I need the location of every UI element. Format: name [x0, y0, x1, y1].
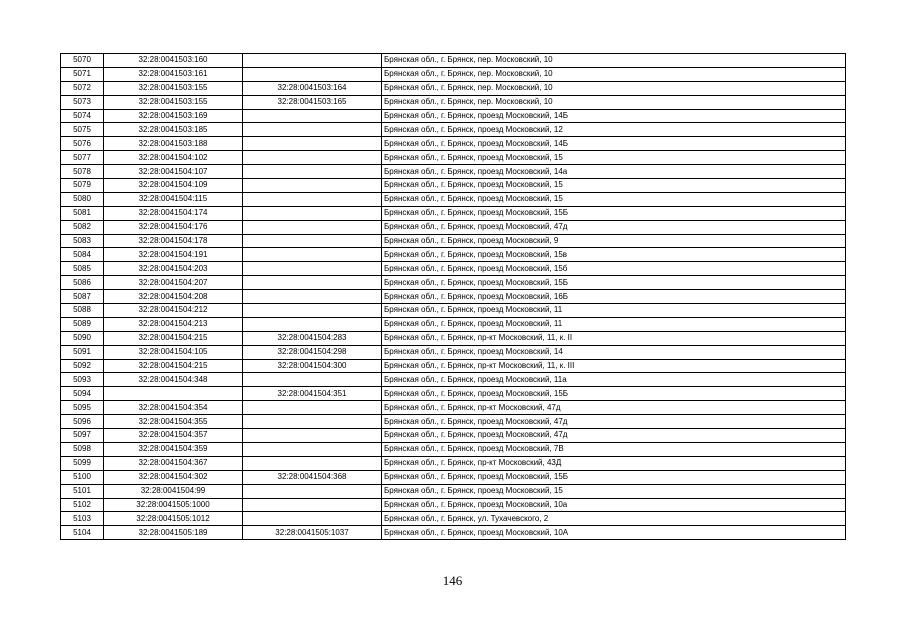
- table-row: [61, 276, 846, 290]
- address-cell: Брянская обл., г. Брянск, проезд Московский, 47д: [382, 220, 846, 234]
- address-cell: Брянская обл., г. Брянск, проезд Московский, 15: [382, 484, 846, 498]
- cadastral-number-cell: 32:28:0041504:107: [104, 165, 243, 179]
- cadastral-number-cell: 32:28:0041504:359: [104, 442, 243, 456]
- row-number-cell: 5080: [61, 192, 104, 206]
- cadastral-number-cell: 32:28:0041504:348: [104, 373, 243, 387]
- row-number-cell: 5085: [61, 262, 104, 276]
- cadastral-number-cell: 32:28:0041504:99: [104, 484, 243, 498]
- row-number-cell: 5094: [61, 387, 104, 401]
- table-row: [61, 95, 846, 109]
- row-number-cell: 5090: [61, 331, 104, 345]
- row-number-cell: 5095: [61, 401, 104, 415]
- cadastral-number-cell: 32:28:0041504:302: [104, 470, 243, 484]
- table-row: [61, 331, 846, 345]
- object-cadastral-number-cell: [243, 304, 382, 318]
- cadastral-number-cell: 32:28:0041504:355: [104, 415, 243, 429]
- cadastral-number-cell: 32:28:0041503:185: [104, 123, 243, 137]
- table-row: [61, 387, 846, 401]
- address-cell: Брянская обл., г. Брянск, проезд Московский, 15: [382, 179, 846, 193]
- object-cadastral-number-cell: [243, 276, 382, 290]
- address-cell: Брянская обл., г. Брянск, проезд Московский, 15Б: [382, 470, 846, 484]
- address-cell: Брянская обл., г. Брянск, проезд Московский, 11а: [382, 373, 846, 387]
- row-number-cell: 5102: [61, 498, 104, 512]
- address-cell: Брянская обл., г. Брянск, проезд Московский, 9: [382, 234, 846, 248]
- table-row: [61, 317, 846, 331]
- address-cell: Брянская обл., г. Брянск, пр-кт Московский, 11, к. III: [382, 359, 846, 373]
- object-cadastral-number-cell: [243, 192, 382, 206]
- row-number-cell: 5087: [61, 290, 104, 304]
- cadastral-number-cell: 32:28:0041504:208: [104, 290, 243, 304]
- table-row: [61, 109, 846, 123]
- table-row: [61, 192, 846, 206]
- cadastral-number-cell: 32:28:0041504:176: [104, 220, 243, 234]
- address-cell: Брянская обл., г. Брянск, пер. Московский, 10: [382, 54, 846, 68]
- object-cadastral-number-cell: [243, 442, 382, 456]
- object-cadastral-number-cell: 32:28:0041504:351: [243, 387, 382, 401]
- table-row: [61, 234, 846, 248]
- object-cadastral-number-cell: 32:28:0041504:368: [243, 470, 382, 484]
- row-number-cell: 5092: [61, 359, 104, 373]
- address-cell: Брянская обл., г. Брянск, пр-кт Московский, 43Д: [382, 456, 846, 470]
- table-row: [61, 123, 846, 137]
- object-cadastral-number-cell: [243, 290, 382, 304]
- object-cadastral-number-cell: [243, 373, 382, 387]
- object-cadastral-number-cell: 32:28:0041505:1037: [243, 526, 382, 540]
- row-number-cell: 5086: [61, 276, 104, 290]
- cadastral-number-cell: [104, 387, 243, 401]
- object-cadastral-number-cell: 32:28:0041504:283: [243, 331, 382, 345]
- row-number-cell: 5078: [61, 165, 104, 179]
- row-number-cell: 5103: [61, 512, 104, 526]
- object-cadastral-number-cell: [243, 415, 382, 429]
- row-number-cell: 5071: [61, 67, 104, 81]
- cadastral-number-cell: 32:28:0041503:169: [104, 109, 243, 123]
- object-cadastral-number-cell: [243, 456, 382, 470]
- object-cadastral-number-cell: [243, 498, 382, 512]
- table-row: [61, 304, 846, 318]
- row-number-cell: 5072: [61, 81, 104, 95]
- address-cell: Брянская обл., г. Брянск, проезд Московский, 7В: [382, 442, 846, 456]
- address-cell: Брянская обл., г. Брянск, проезд Московский, 11: [382, 317, 846, 331]
- table-row: [61, 137, 846, 151]
- cadastral-number-cell: 32:28:0041504:105: [104, 345, 243, 359]
- row-number-cell: 5081: [61, 206, 104, 220]
- cadastral-number-cell: 32:28:0041503:188: [104, 137, 243, 151]
- object-cadastral-number-cell: [243, 234, 382, 248]
- row-number-cell: 5091: [61, 345, 104, 359]
- cadastral-number-cell: 32:28:0041504:357: [104, 429, 243, 443]
- cadastral-number-cell: 32:28:0041503:155: [104, 81, 243, 95]
- cadastral-number-cell: 32:28:0041504:109: [104, 179, 243, 193]
- row-number-cell: 5082: [61, 220, 104, 234]
- address-cell: Брянская обл., г. Брянск, проезд Московский, 14а: [382, 165, 846, 179]
- table-row: [61, 484, 846, 498]
- cadastral-number-cell: 32:28:0041504:191: [104, 248, 243, 262]
- address-cell: Брянская обл., г. Брянск, пр-кт Московский, 11, к. II: [382, 331, 846, 345]
- object-cadastral-number-cell: 32:28:0041503:164: [243, 81, 382, 95]
- cadastral-number-cell: 32:28:0041503:161: [104, 67, 243, 81]
- row-number-cell: 5097: [61, 429, 104, 443]
- cadastral-number-cell: 32:28:0041504:213: [104, 317, 243, 331]
- table-row: [61, 220, 846, 234]
- row-number-cell: 5077: [61, 151, 104, 165]
- table-row: [61, 456, 846, 470]
- cadastral-number-cell: 32:28:0041504:174: [104, 206, 243, 220]
- cadastral-number-cell: 32:28:0041504:215: [104, 359, 243, 373]
- cadastral-number-cell: 32:28:0041504:212: [104, 304, 243, 318]
- row-number-cell: 5076: [61, 137, 104, 151]
- cadastral-number-cell: 32:28:0041504:102: [104, 151, 243, 165]
- row-number-cell: 5093: [61, 373, 104, 387]
- address-cell: Брянская обл., г. Брянск, проезд Московский, 10А: [382, 526, 846, 540]
- cadastral-number-cell: 32:28:0041503:160: [104, 54, 243, 68]
- row-number-cell: 5101: [61, 484, 104, 498]
- row-number-cell: 5098: [61, 442, 104, 456]
- object-cadastral-number-cell: [243, 220, 382, 234]
- address-cell: Брянская обл., г. Брянск, проезд Московский, 16Б: [382, 290, 846, 304]
- table-row: [61, 81, 846, 95]
- address-cell: Брянская обл., г. Брянск, проезд Московский, 15б: [382, 262, 846, 276]
- cadastral-number-cell: 32:28:0041505:189: [104, 526, 243, 540]
- cadastral-number-cell: 32:28:0041504:203: [104, 262, 243, 276]
- address-cell: Брянская обл., г. Брянск, пер. Московский, 10: [382, 81, 846, 95]
- table-row: [61, 206, 846, 220]
- address-cell: Брянская обл., г. Брянск, проезд Московский, 12: [382, 123, 846, 137]
- object-cadastral-number-cell: [243, 165, 382, 179]
- object-cadastral-number-cell: [243, 484, 382, 498]
- address-cell: Брянская обл., г. Брянск, проезд Московский, 15Б: [382, 276, 846, 290]
- table-row: [61, 179, 846, 193]
- table-row: [61, 401, 846, 415]
- row-number-cell: 5083: [61, 234, 104, 248]
- address-cell: Брянская обл., г. Брянск, пер. Московский, 10: [382, 95, 846, 109]
- table-row: [61, 470, 846, 484]
- address-cell: Брянская обл., г. Брянск, проезд Московский, 14: [382, 345, 846, 359]
- object-cadastral-number-cell: [243, 401, 382, 415]
- address-cell: Брянская обл., г. Брянск, проезд Московский, 10а: [382, 498, 846, 512]
- address-cell: Брянская обл., г. Брянск, проезд Московский, 47д: [382, 415, 846, 429]
- object-cadastral-number-cell: [243, 206, 382, 220]
- cadastral-number-cell: 32:28:0041504:215: [104, 331, 243, 345]
- table-row: [61, 151, 846, 165]
- object-cadastral-number-cell: [243, 179, 382, 193]
- object-cadastral-number-cell: [243, 109, 382, 123]
- address-cell: Брянская обл., г. Брянск, проезд Московский, 15: [382, 151, 846, 165]
- address-cell: Брянская обл., г. Брянск, пр-кт Московский, 47д: [382, 401, 846, 415]
- cadastral-number-cell: 32:28:0041504:367: [104, 456, 243, 470]
- table-row: [61, 373, 846, 387]
- address-cell: Брянская обл., г. Брянск, проезд Московский, 15Б: [382, 387, 846, 401]
- table-row: [61, 345, 846, 359]
- row-number-cell: 5089: [61, 317, 104, 331]
- address-cell: Брянская обл., г. Брянск, ул. Тухачевского, 2: [382, 512, 846, 526]
- table-row: [61, 67, 846, 81]
- cadastral-number-cell: 32:28:0041503:155: [104, 95, 243, 109]
- table-row: [61, 248, 846, 262]
- row-number-cell: 5073: [61, 95, 104, 109]
- address-cell: Брянская обл., г. Брянск, проезд Московский, 15: [382, 192, 846, 206]
- table-row: [61, 290, 846, 304]
- row-number-cell: 5104: [61, 526, 104, 540]
- table-row: [61, 359, 846, 373]
- object-cadastral-number-cell: [243, 151, 382, 165]
- object-cadastral-number-cell: [243, 54, 382, 68]
- table-row: [61, 498, 846, 512]
- object-cadastral-number-cell: [243, 67, 382, 81]
- table-row: [61, 54, 846, 68]
- address-cell: Брянская обл., г. Брянск, пер. Московский, 10: [382, 67, 846, 81]
- table-row: [61, 429, 846, 443]
- address-cell: Брянская обл., г. Брянск, проезд Московский, 15Б: [382, 206, 846, 220]
- object-cadastral-number-cell: [243, 137, 382, 151]
- object-cadastral-number-cell: 32:28:0041504:300: [243, 359, 382, 373]
- row-number-cell: 5075: [61, 123, 104, 137]
- address-cell: Брянская обл., г. Брянск, проезд Московский, 14Б: [382, 137, 846, 151]
- address-cell: Брянская обл., г. Брянск, проезд Московский, 11: [382, 304, 846, 318]
- table-row: [61, 512, 846, 526]
- table-row: [61, 415, 846, 429]
- table-row: [61, 165, 846, 179]
- page-number: 146: [442, 573, 463, 588]
- object-cadastral-number-cell: 32:28:0041504:298: [243, 345, 382, 359]
- table-row: [61, 526, 846, 540]
- row-number-cell: 5074: [61, 109, 104, 123]
- object-cadastral-number-cell: [243, 429, 382, 443]
- address-cell: Брянская обл., г. Брянск, проезд Московский, 47д: [382, 429, 846, 443]
- cadastral-number-cell: 32:28:0041505:1000: [104, 498, 243, 512]
- cadastral-number-cell: 32:28:0041505:1012: [104, 512, 243, 526]
- address-cell: Брянская обл., г. Брянск, проезд Московский, 15в: [382, 248, 846, 262]
- object-cadastral-number-cell: [243, 248, 382, 262]
- object-cadastral-number-cell: [243, 123, 382, 137]
- object-cadastral-number-cell: [243, 512, 382, 526]
- object-cadastral-number-cell: [243, 317, 382, 331]
- cadastral-number-cell: 32:28:0041504:178: [104, 234, 243, 248]
- row-number-cell: 5079: [61, 179, 104, 193]
- table-row: [61, 262, 846, 276]
- cadastral-number-cell: 32:28:0041504:115: [104, 192, 243, 206]
- cadastral-number-cell: 32:28:0041504:207: [104, 276, 243, 290]
- cadastral-number-cell: 32:28:0041504:354: [104, 401, 243, 415]
- object-cadastral-number-cell: 32:28:0041503:165: [243, 95, 382, 109]
- row-number-cell: 5100: [61, 470, 104, 484]
- property-register-table: [60, 53, 846, 540]
- row-number-cell: 5084: [61, 248, 104, 262]
- row-number-cell: 5096: [61, 415, 104, 429]
- row-number-cell: 5070: [61, 54, 104, 68]
- table-body: [61, 54, 846, 540]
- object-cadastral-number-cell: [243, 262, 382, 276]
- row-number-cell: 5099: [61, 456, 104, 470]
- row-number-cell: 5088: [61, 304, 104, 318]
- table-row: [61, 442, 846, 456]
- address-cell: Брянская обл., г. Брянск, проезд Московский, 14Б: [382, 109, 846, 123]
